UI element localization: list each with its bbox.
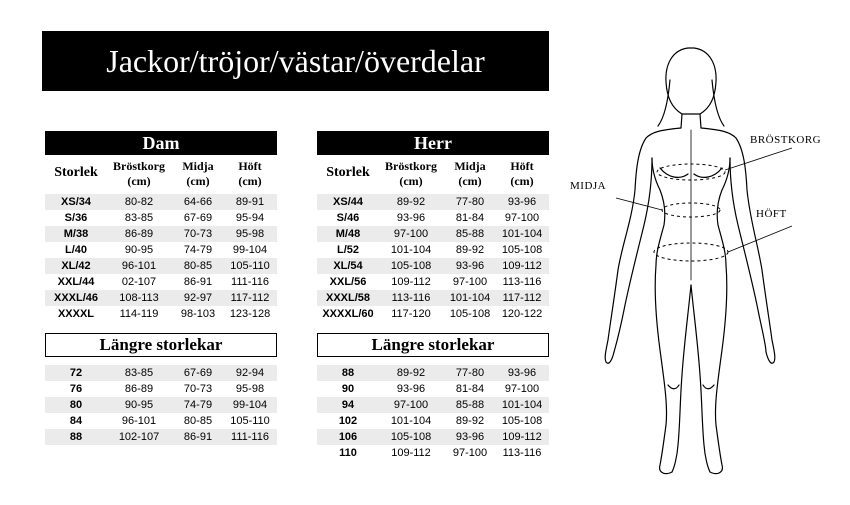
table-row xyxy=(317,397,549,413)
col-midja xyxy=(443,159,497,189)
dam-size-table xyxy=(45,131,277,322)
chest-cell: 105-108 xyxy=(390,431,432,443)
label-brostkorg: BRÖSTKORG xyxy=(750,134,822,146)
waist-cell: 74-79 xyxy=(183,244,213,256)
col-unit: (cm) xyxy=(186,174,210,188)
table-row xyxy=(45,306,277,322)
table-row xyxy=(317,242,549,258)
col-storlek: Storlek xyxy=(326,165,370,180)
size-cell: 72 xyxy=(69,367,83,379)
chest-cell: 96-101 xyxy=(121,260,157,272)
col-midja-label: Midja xyxy=(182,159,214,173)
chest-cell: 89-92 xyxy=(396,196,426,208)
chest-cell: 90-95 xyxy=(124,399,154,411)
size-cell: XS/44 xyxy=(333,196,363,208)
dam-column-headers xyxy=(45,155,277,194)
herr-column-headers xyxy=(317,155,549,194)
chest-cell: 02-107 xyxy=(121,276,157,288)
size-cell: XS/34 xyxy=(61,196,91,208)
table-row xyxy=(45,397,277,413)
col-unit: (cm) xyxy=(127,174,151,188)
chest-cell: 80-82 xyxy=(124,196,154,208)
dam-heading: Dam xyxy=(45,131,277,155)
hip-cell: 117-112 xyxy=(230,292,270,304)
hip-cell: 109-112 xyxy=(502,431,542,443)
col-brostkorg xyxy=(105,159,173,189)
waist-cell: 67-69 xyxy=(183,367,213,379)
hip-cell: 105-110 xyxy=(230,415,270,427)
table-row xyxy=(45,413,277,429)
table-row xyxy=(317,445,549,461)
table-row xyxy=(45,381,277,397)
chest-cell: 97-100 xyxy=(393,399,429,411)
table-row xyxy=(45,274,277,290)
page-title: Jackor/tröjor/västar/överdelar xyxy=(106,43,485,79)
chest-cell: 96-101 xyxy=(121,415,157,427)
table-row xyxy=(317,381,549,397)
table-row xyxy=(45,210,277,226)
table-row xyxy=(45,242,277,258)
table-row xyxy=(45,290,277,306)
size-cell: XXXXL/60 xyxy=(322,308,374,320)
chest-cell: 117-120 xyxy=(391,308,431,320)
waist-cell: 85-88 xyxy=(455,399,485,411)
table-row xyxy=(45,226,277,242)
body-measurement-figure xyxy=(560,40,850,500)
col-unit: (cm) xyxy=(399,174,423,188)
waist-cell: 93-96 xyxy=(455,431,485,443)
chest-cell: 90-95 xyxy=(124,244,154,256)
waist-cell: 70-73 xyxy=(183,228,213,240)
hip-cell: 109-112 xyxy=(502,260,542,272)
hip-cell: 105-108 xyxy=(501,244,543,256)
table-row xyxy=(317,365,549,381)
size-cell: 88 xyxy=(341,367,355,379)
chest-cell: 108-113 xyxy=(119,292,159,304)
chest-cell: 101-104 xyxy=(390,415,432,427)
size-cell: 84 xyxy=(69,415,83,427)
size-cell: 94 xyxy=(341,399,355,411)
size-cell: XXL/56 xyxy=(329,276,367,288)
chest-cell: 83-85 xyxy=(124,212,154,224)
chest-cell: 86-89 xyxy=(124,228,154,240)
size-cell: M/48 xyxy=(335,228,361,240)
size-cell: 88 xyxy=(69,431,83,443)
chest-cell: 105-108 xyxy=(390,260,432,272)
col-storlek: Storlek xyxy=(54,165,98,180)
hip-cell: 123-128 xyxy=(229,308,271,320)
hip-cell: 95-98 xyxy=(235,228,265,240)
waist-cell: 89-92 xyxy=(455,244,485,256)
size-cell: XXXXL xyxy=(57,308,95,320)
size-cell: S/36 xyxy=(64,212,88,224)
herr-longer-table xyxy=(317,365,549,461)
chest-cell: 93-96 xyxy=(396,212,426,224)
hip-cell: 99-104 xyxy=(232,399,268,411)
chest-cell: 102-107 xyxy=(118,431,160,443)
hip-cell: 105-110 xyxy=(230,260,270,272)
waist-cell: 64-66 xyxy=(183,196,213,208)
table-row xyxy=(317,210,549,226)
col-hoft xyxy=(223,159,277,189)
hip-cell: 113-116 xyxy=(502,276,542,288)
hip-cell: 117-112 xyxy=(502,292,542,304)
chest-cell: 83-85 xyxy=(124,367,154,379)
hip-cell: 92-94 xyxy=(235,367,265,379)
waist-cell: 92-97 xyxy=(183,292,213,304)
waist-cell: 80-85 xyxy=(183,415,213,427)
size-cell: 102 xyxy=(338,415,358,427)
table-row xyxy=(45,365,277,381)
hip-cell: 101-104 xyxy=(501,228,543,240)
size-cell: XL/42 xyxy=(61,260,91,272)
col-brostkorg-label: Bröstkorg xyxy=(385,159,437,173)
size-cell: L/40 xyxy=(64,244,87,256)
waist-cell: 101-104 xyxy=(449,292,491,304)
size-cell: XXXL/46 xyxy=(53,292,99,304)
size-cell: XXXL/58 xyxy=(325,292,371,304)
col-unit: (cm) xyxy=(510,174,534,188)
dam-longer-table xyxy=(45,365,277,445)
chest-cell: 109-112 xyxy=(391,276,431,288)
herr-longer-heading: Längre storlekar xyxy=(317,333,549,357)
waist-cell: 86-91 xyxy=(183,276,213,288)
waist-cell: 97-100 xyxy=(452,447,488,459)
hip-cell: 97-100 xyxy=(504,212,540,224)
chest-cell: 89-92 xyxy=(396,367,426,379)
table-row xyxy=(317,290,549,306)
waist-cell: 80-85 xyxy=(183,260,213,272)
col-hoft xyxy=(495,159,549,189)
chest-cell: 86-89 xyxy=(124,383,154,395)
size-cell: 106 xyxy=(338,431,358,443)
herr-heading: Herr xyxy=(317,131,549,155)
size-cell: XXL/44 xyxy=(57,276,95,288)
hip-cell: 111-116 xyxy=(231,431,269,443)
hip-cell: 113-116 xyxy=(502,447,542,459)
hip-cell: 97-100 xyxy=(504,383,540,395)
waist-cell: 85-88 xyxy=(455,228,485,240)
waist-cell: 89-92 xyxy=(455,415,485,427)
hip-cell: 93-96 xyxy=(507,196,537,208)
hip-cell: 111-116 xyxy=(231,276,269,288)
chest-cell: 109-112 xyxy=(391,447,431,459)
chest-cell: 114-119 xyxy=(119,308,159,320)
waist-cell: 98-103 xyxy=(180,308,216,320)
hip-cell: 101-104 xyxy=(501,399,543,411)
waist-cell: 93-96 xyxy=(455,260,485,272)
table-row xyxy=(317,413,549,429)
dam-longer-rows xyxy=(45,365,277,445)
waist-cell: 77-80 xyxy=(455,367,485,379)
table-row xyxy=(45,429,277,445)
waist-cell: 81-84 xyxy=(455,383,485,395)
size-cell: 80 xyxy=(69,399,83,411)
hip-cell: 105-108 xyxy=(501,415,543,427)
table-row xyxy=(317,258,549,274)
size-cell: S/46 xyxy=(336,212,360,224)
size-cell: 110 xyxy=(339,447,357,459)
size-cell: 76 xyxy=(69,383,83,395)
body-outline-illustration xyxy=(560,40,850,500)
waist-cell: 70-73 xyxy=(183,383,213,395)
label-midja: MIDJA xyxy=(570,180,607,192)
waist-cell: 74-79 xyxy=(183,399,213,411)
table-row xyxy=(45,194,277,210)
col-hoft-label: Höft xyxy=(238,159,262,173)
hip-cell: 95-98 xyxy=(235,383,265,395)
dam-longer-heading: Längre storlekar xyxy=(45,333,277,357)
hip-cell: 99-104 xyxy=(232,244,268,256)
waist-cell: 105-108 xyxy=(449,308,491,320)
hip-cell: 95-94 xyxy=(235,212,265,224)
hip-cell: 93-96 xyxy=(507,367,537,379)
chest-cell: 113-116 xyxy=(391,292,431,304)
dam-rows xyxy=(45,194,277,322)
label-hoft: HÖFT xyxy=(756,208,787,220)
waist-cell: 86-91 xyxy=(183,431,213,443)
waist-cell: 77-80 xyxy=(455,196,485,208)
table-row xyxy=(317,429,549,445)
herr-rows xyxy=(317,194,549,322)
col-brostkorg-label: Bröstkorg xyxy=(113,159,165,173)
title-banner xyxy=(42,31,549,91)
table-row xyxy=(317,306,549,322)
size-cell: M/38 xyxy=(63,228,89,240)
table-row xyxy=(317,194,549,210)
chest-cell: 93-96 xyxy=(396,383,426,395)
waist-cell: 97-100 xyxy=(452,276,488,288)
col-unit: (cm) xyxy=(238,174,262,188)
col-midja-label: Midja xyxy=(454,159,486,173)
col-midja xyxy=(171,159,225,189)
col-hoft-label: Höft xyxy=(510,159,534,173)
herr-size-table xyxy=(317,131,549,322)
table-row xyxy=(45,258,277,274)
hip-cell: 89-91 xyxy=(235,196,265,208)
waist-cell: 81-84 xyxy=(455,212,485,224)
herr-longer-rows xyxy=(317,365,549,461)
size-cell: XL/54 xyxy=(333,260,363,272)
chest-cell: 101-104 xyxy=(390,244,432,256)
size-cell: 90 xyxy=(341,383,355,395)
chest-cell: 97-100 xyxy=(393,228,429,240)
waist-cell: 67-69 xyxy=(183,212,213,224)
hip-cell: 120-122 xyxy=(501,308,543,320)
table-row xyxy=(317,274,549,290)
size-cell: L/52 xyxy=(336,244,359,256)
col-unit: (cm) xyxy=(458,174,482,188)
col-brostkorg xyxy=(377,159,445,189)
table-row xyxy=(317,226,549,242)
